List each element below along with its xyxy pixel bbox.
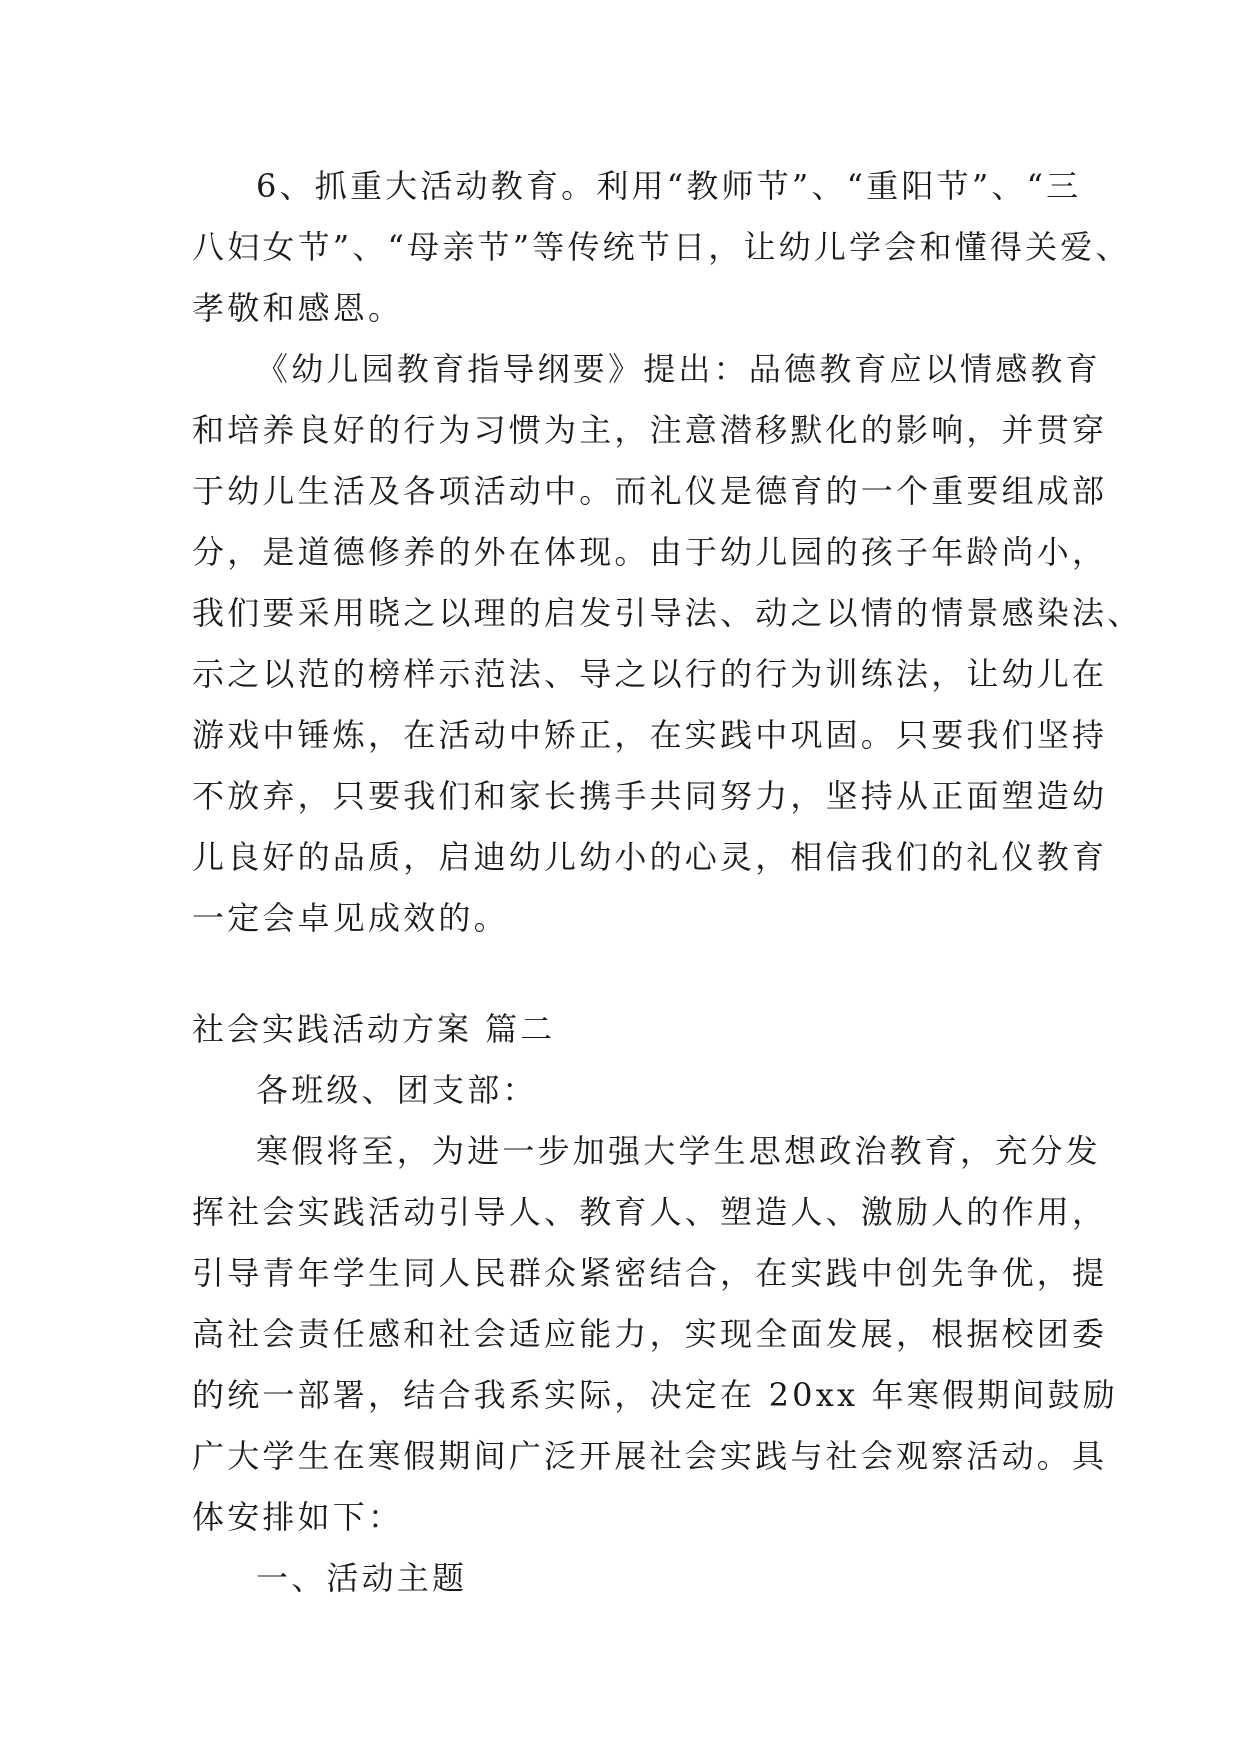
text-line: 高社会责任感和社会适应能力，实现全面发展，根据校团委: [192, 1315, 1108, 1353]
text-line: 寒假将至，为进一步加强大学生思想政治教育，充分发: [256, 1132, 1101, 1170]
text-line: 一定会卓见成效的。: [192, 899, 509, 937]
paragraph-festival-education: [192, 156, 1131, 339]
text-line: 示之以范的榜样示范法、导之以行的行为训练法，让幼儿在: [192, 655, 1108, 693]
text-line: 分，是道德修养的外在体现。由于幼儿园的孩子年龄尚小，: [192, 533, 1108, 571]
text-line: 广大学生在寒假期间广泛开展社会实践与社会观察活动。具: [192, 1437, 1108, 1475]
document-body: [192, 156, 1143, 1609]
paragraph-guideline: [192, 339, 1143, 949]
text-line: 和培养良好的行为习惯为主，注意潜移默化的影响，并贯穿: [192, 411, 1108, 449]
text-line: 于幼儿生活及各项活动中。而礼仪是德育的一个重要组成部: [192, 472, 1108, 510]
text-line: 挥社会实践活动引导人、教育人、塑造人、激励人的作用，: [192, 1193, 1108, 1231]
text-line: 的统一部署，结合我系实际，决定在 20xx 年寒假期间鼓励: [192, 1376, 1118, 1414]
text-line: 6、抓重大活动教育。利用“教师节”、“重阳节”、“三: [256, 167, 1082, 205]
text-line: 八妇女节”、“母亲节”等传统节日，让幼儿学会和懂得关爱、: [192, 228, 1131, 266]
text-line: 儿良好的品质，启迪幼儿幼小的心灵，相信我们的礼仪教育: [192, 838, 1108, 876]
section-title: 社会实践活动方案 篇二: [192, 1010, 556, 1048]
text-line: 我们要采用晓之以理的启发引导法、动之以情的情景感染法、: [192, 594, 1143, 632]
text-line: 不放弃，只要我们和家长携手共同努力，坚持从正面塑造幼: [192, 777, 1108, 815]
text-line: 引导青年学生同人民群众紧密结合，在实践中创先争优，提: [192, 1254, 1108, 1292]
text-line: 《幼儿园教育指导纲要》提出：品德教育应以情感教育: [256, 350, 1101, 388]
text-line: 游戏中锤炼，在活动中矫正，在实践中巩固。只要我们坚持: [192, 716, 1108, 754]
subheading: 一、活动主题: [256, 1559, 468, 1597]
text-line: 孝敬和感恩。: [192, 289, 404, 327]
text-line: 体安排如下：: [192, 1498, 404, 1536]
paragraph-winter-practice: [192, 1121, 1118, 1548]
salutation: 各班级、团支部：: [256, 1071, 538, 1109]
section-spacer: [192, 949, 1062, 999]
